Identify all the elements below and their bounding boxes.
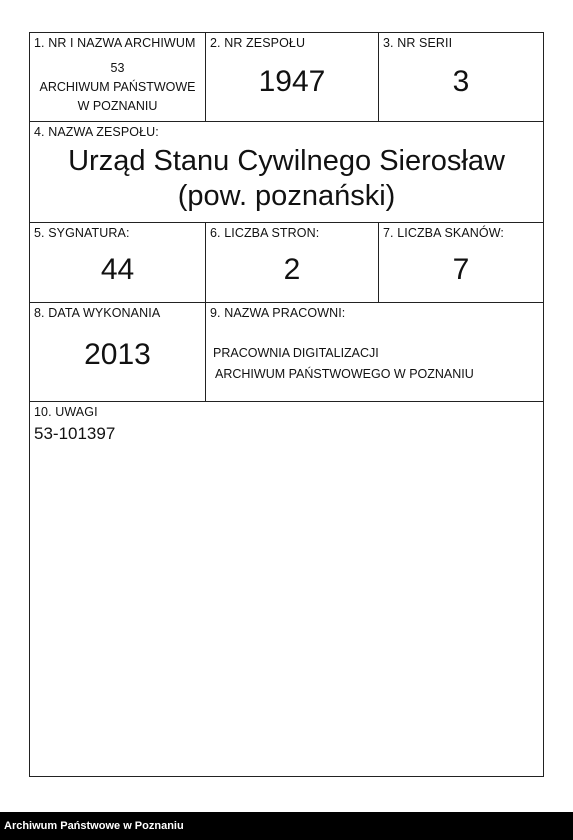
fonds-number-cell	[205, 33, 378, 121]
page-count-value: 2	[283, 253, 301, 286]
footer-text: Archiwum Państwowe w Poznaniu	[4, 820, 184, 832]
archive-label: 1. NR I NAZWA ARCHIWUM	[34, 36, 196, 50]
archive-number: 53	[110, 61, 125, 75]
date-value: 2013	[84, 338, 151, 371]
scan-count-label: 7. LICZBA SKANÓW:	[383, 226, 504, 240]
notes-value: 53-101397	[34, 424, 116, 443]
workshop-line2: ARCHIWUM PAŃSTWOWEGO W POZNANIU	[215, 367, 474, 381]
workshop-label: 9. NAZWA PRACOWNI:	[210, 306, 346, 320]
series-number-label: 3. NR SERII	[383, 36, 453, 50]
date-cell	[30, 303, 205, 401]
signature-cell	[30, 223, 205, 302]
scan-count-cell	[378, 223, 543, 302]
signature-value: 44	[100, 253, 135, 286]
series-number-value: 3	[452, 65, 470, 98]
fonds-name-line2: (pow. poznański)	[177, 180, 396, 212]
row-counts	[30, 223, 543, 303]
scan-count-value: 7	[452, 253, 470, 286]
fonds-number-value: 1947	[258, 65, 326, 98]
fonds-number-label: 2. NR ZESPOŁU	[210, 36, 306, 50]
row-archive	[30, 33, 543, 122]
page-count-cell	[205, 223, 378, 302]
date-label: 8. DATA WYKONANIA	[34, 306, 161, 320]
fonds-name-label: 4. NAZWA ZESPOŁU:	[34, 125, 159, 139]
workshop-cell	[205, 303, 543, 401]
archive-footer-bar	[0, 812, 573, 840]
page-count-label: 6. LICZBA STRON:	[210, 226, 320, 240]
row-notes	[30, 402, 543, 776]
archive-name-line2: W POZNANIU	[77, 99, 158, 113]
fonds-name-cell	[30, 122, 543, 222]
notes-label: 10. UWAGI	[34, 405, 98, 419]
row-date-workshop	[30, 303, 543, 402]
row-fonds-name	[30, 122, 543, 223]
metadata-card	[29, 32, 544, 777]
fonds-name-line1: Urząd Stanu Cywilnego Sierosław	[68, 145, 505, 177]
workshop-name	[213, 343, 474, 385]
series-number-cell	[378, 33, 543, 121]
archive-cell	[30, 33, 205, 121]
workshop-line1: PRACOWNIA DIGITALIZACJI	[213, 346, 379, 360]
archive-name-line1: ARCHIWUM PAŃSTWOWE	[39, 80, 196, 94]
notes-cell	[30, 402, 543, 776]
signature-label: 5. SYGNATURA:	[34, 226, 130, 240]
